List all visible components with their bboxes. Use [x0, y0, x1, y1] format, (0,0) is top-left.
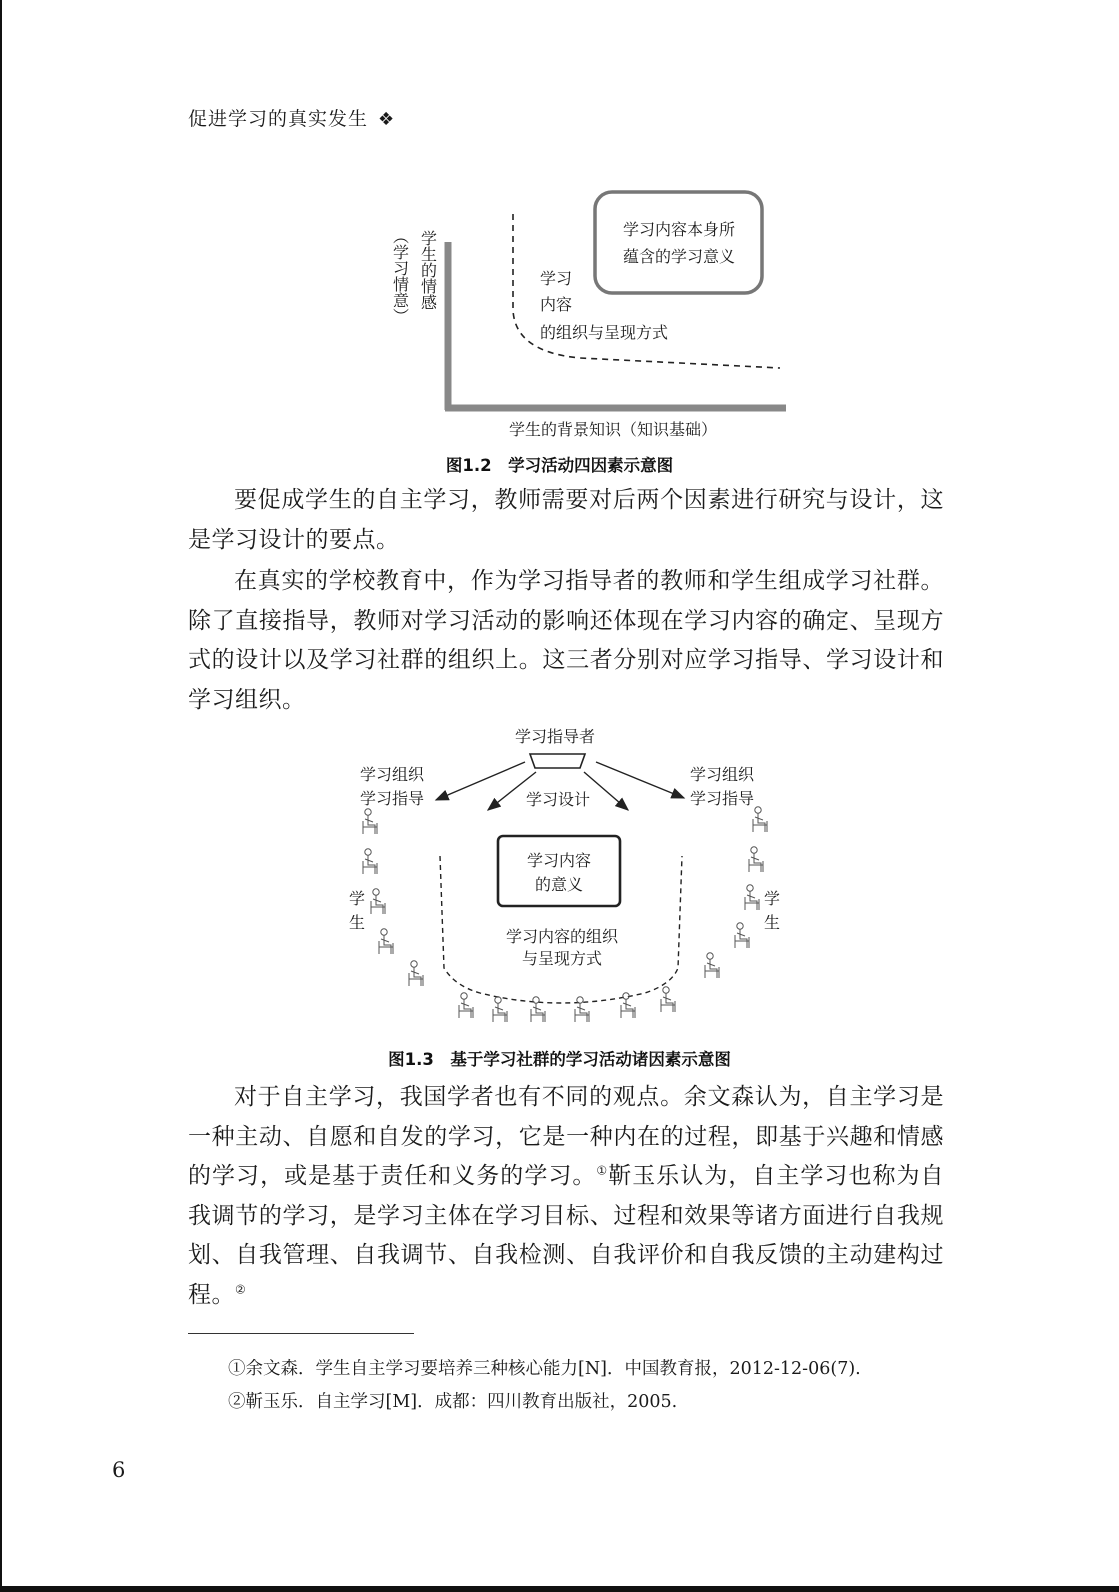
figure-1-3-caption: 图1.3 基于学习社群的学习活动诸因素示意图 — [388, 1050, 731, 1069]
right-label-1: 学习组织 — [689, 765, 755, 784]
student-icon — [363, 849, 377, 874]
student-icon — [575, 997, 589, 1022]
box-line-2: 的意义 — [534, 875, 584, 894]
center-arrow-label: 学习设计 — [525, 790, 591, 809]
figure-1-3-diagram — [340, 718, 780, 1038]
footnote-ref-1[interactable]: ① — [596, 1163, 609, 1178]
footnote-1: ①余文森．学生自主学习要培养三种核心能力[N]．中国教育报，2012-12-06(7). — [228, 1359, 861, 1379]
arrow-left — [436, 762, 525, 800]
paragraph-3 — [188, 1078, 944, 1315]
student-icon — [371, 889, 385, 914]
top-label: 学习指导者 — [514, 727, 596, 746]
student-icon — [661, 987, 675, 1012]
student-icon — [531, 997, 545, 1022]
student-icon — [363, 809, 377, 834]
right-students-label-1: 学 — [763, 889, 780, 908]
paragraph-3-part-b: 靳玉乐认为，自主学习也称为自我调节的学习，是学习主体在学习目标、过程和效果等诸方面进行自我规划、自我管理、自我调节、自我检测、自我评价和自我反馈的主动建构过程。 — [188, 1163, 945, 1308]
x-axis-label: 学生的背景知识（知识基础） — [508, 420, 718, 439]
box-line-1: 学习内容 — [526, 851, 592, 870]
box-line-1: 学习内容本身所 — [622, 220, 736, 239]
figure-1-2-diagram — [380, 180, 800, 445]
paragraph-2: 在真实的学校教育中，作为学习指导者的教师和学生组成学习社群。除了直接指导，教师对学习活动的影响还体现在学习内容的确定、呈现方式的设计以及学习社群的组织上。这三者分别对应学习指导、学习设计和学习组织。 — [188, 568, 944, 713]
arrow-center-right — [584, 772, 628, 810]
meaning-box — [498, 836, 620, 906]
right-label-2: 学习指导 — [689, 789, 755, 808]
left-label-2: 学习指导 — [359, 789, 425, 808]
teacher-desk — [530, 754, 585, 768]
footnote-ref-2[interactable]: ② — [235, 1281, 247, 1296]
student-icon — [379, 929, 393, 954]
footnote-rule — [188, 1333, 414, 1334]
box-line-2: 蕴含的学习意义 — [622, 247, 736, 266]
y-axis-label-main: 学生的情感 — [418, 230, 438, 310]
student-icon — [409, 961, 423, 986]
student-icon — [753, 807, 767, 832]
left-students-label-1: 学 — [348, 889, 366, 908]
paragraph-1: 要促成学生的自主学习，教师需要对后两个因素进行研究与设计，这是学习设计的要点。 — [188, 487, 944, 553]
y-axis-label-paren: （学习情意） — [390, 228, 410, 324]
running-head-title: 促进学习的真实发生 — [188, 108, 369, 130]
left-students-label-2: 生 — [348, 913, 366, 932]
student-icon — [493, 997, 507, 1022]
left-label-1: 学习组织 — [359, 765, 425, 784]
inner-label-line-2: 与呈现方式 — [521, 949, 603, 968]
curve-label-line-1: 学习 — [540, 269, 573, 288]
right-students-label-2: 生 — [763, 913, 780, 932]
inner-label-line-1: 学习内容的组织 — [505, 927, 619, 946]
figure-1-3 — [340, 718, 780, 1038]
running-head — [188, 104, 395, 131]
footnote-2: ②靳玉乐．自主学习[M]．成都：四川教育出版社，2005. — [228, 1392, 678, 1412]
figure-1-2 — [380, 180, 800, 445]
student-icon — [735, 923, 749, 948]
figure-1-2-caption: 图1.2 学习活动四因素示意图 — [445, 456, 674, 475]
ornament-icon: ❖ — [378, 109, 396, 130]
student-icon — [749, 847, 763, 872]
page-number: 6 — [112, 1458, 126, 1482]
student-icon — [745, 885, 759, 910]
curve-label-line-2: 内容 — [540, 295, 573, 314]
page-left-border — [0, 0, 2, 1592]
student-icon — [459, 993, 473, 1018]
curve-label-line-3: 的组织与呈现方式 — [540, 323, 669, 342]
arrow-right — [596, 762, 684, 798]
student-icon — [705, 953, 719, 978]
paragraph-3-part-a: 对于自主学习，我国学者也有不同的观点。余文森认为，自主学习是一种主动、自愿和自发的学习，它是一种内在的过程，即基于兴趣和情感的学习，或是基于责任和义务的学习。 — [188, 1084, 944, 1189]
meaning-box — [595, 192, 762, 293]
page-bottom-border — [0, 1586, 1119, 1592]
